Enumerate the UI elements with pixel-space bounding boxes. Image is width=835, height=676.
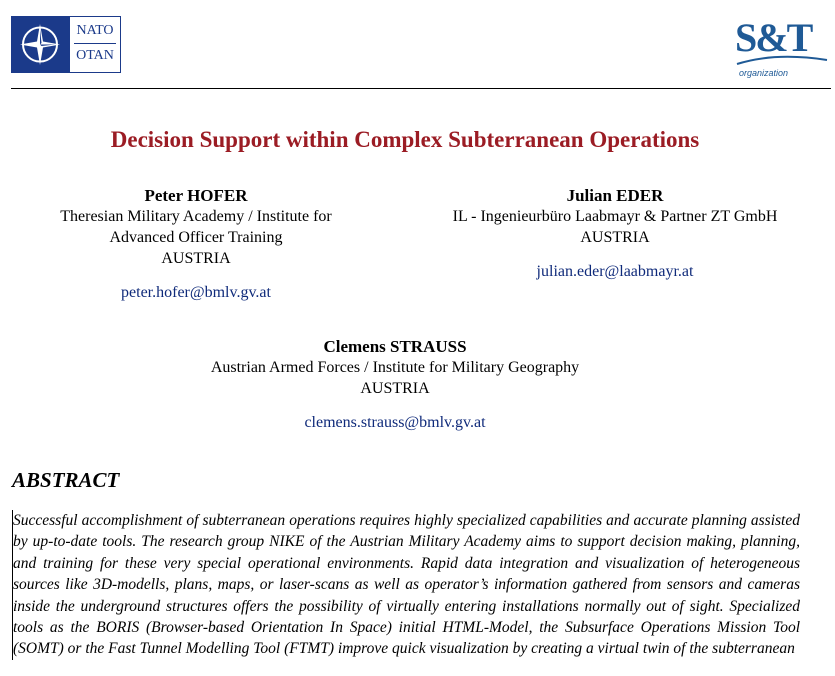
st-mark: S&T	[735, 15, 812, 60]
abstract-heading: ABSTRACT	[12, 468, 120, 492]
author-block-hofer	[20, 185, 372, 303]
author-email-link[interactable]: clemens.strauss@bmlv.gv.at	[304, 414, 486, 431]
paper-title: Decision Support within Complex Subterranean Operations	[110, 127, 700, 152]
affiliation-line: Theresian Military Academy / Institute for	[60, 208, 332, 225]
nato-divider	[74, 43, 116, 44]
nato-word: NATO	[76, 23, 114, 38]
affiliation-country: AUSTRIA	[580, 229, 650, 246]
st-swoosh-icon	[735, 50, 830, 70]
st-organization-logo	[735, 14, 830, 82]
abstract-text: Successful accomplishment of subterranean operations requires highly specialized capabilities and accurate planning assisted by up-to-date tools. The research group NIKE of the Austrian Military Academy aims to support decision making, planning, and training for these very special operational environments. Rapid data integration and visualization of heterogeneous sources like 3D-modells, plans, maps, or laser-scans as well as operator’s information gathered from sensors and cameras inside the underground structures offers the possibility of virtually entering installations normally out of sight. Specialized tools as the BORIS (Browser-based Orientation In Space) initial HTML-Model, the Subsurface Operations Mission Tool (SOMT) or the Fast Tunnel Modelling Tool (FTMT) improve quick visualization by creating a virtual twin of the subterranean	[12, 510, 800, 660]
page-header	[0, 0, 835, 90]
affiliation-line: IL - Ingenieurbüro Laabmayr & Partner ZT GmbH	[452, 208, 778, 225]
nato-compass-star-icon	[11, 16, 69, 73]
affiliation-line: Austrian Armed Forces / Institute for Military Geography	[210, 359, 580, 376]
st-subtitle: organization	[739, 68, 789, 78]
affiliation-country: AUSTRIA	[360, 380, 430, 397]
author-email-link[interactable]: julian.eder@laabmayr.at	[536, 263, 694, 280]
nato-wordmark	[69, 16, 121, 73]
header-rule	[11, 88, 831, 89]
nato-logo	[11, 16, 121, 73]
author-name: Julian EDER	[566, 186, 664, 205]
author-block-eder	[420, 185, 810, 282]
author-email-link[interactable]: peter.hofer@bmlv.gv.at	[121, 284, 271, 301]
author-name: Clemens STRAUSS	[323, 337, 467, 356]
affiliation-country: AUSTRIA	[161, 250, 231, 267]
author-name: Peter HOFER	[144, 186, 248, 205]
author-block-strauss	[170, 336, 620, 433]
affiliation-line: Advanced Officer Training	[109, 229, 283, 246]
otan-word: OTAN	[76, 48, 114, 63]
